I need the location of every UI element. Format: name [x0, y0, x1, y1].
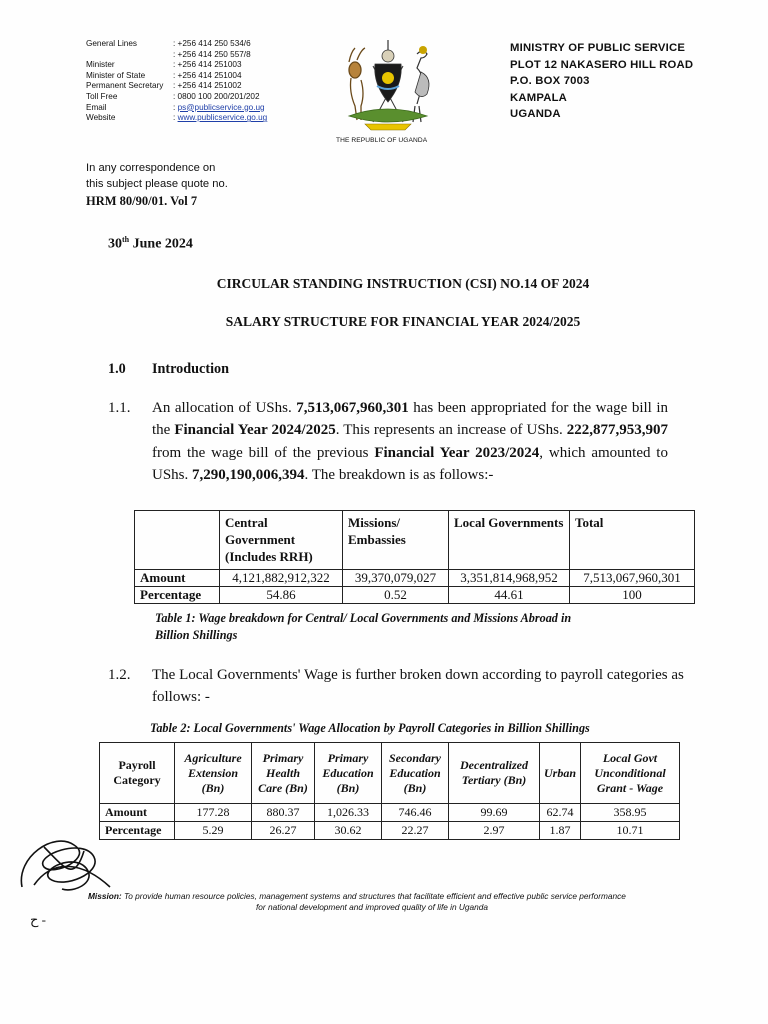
contact-label: Permanent Secretary	[86, 81, 164, 91]
table-header: Primary Education (Bn)	[315, 743, 382, 804]
signature-icon	[14, 827, 124, 897]
contact-value	[173, 113, 267, 124]
contact-row	[86, 92, 267, 103]
local-government-wage-table	[99, 742, 680, 840]
coat-of-arms-icon	[335, 36, 441, 136]
table-header: Payroll Category	[100, 743, 175, 804]
table-cell: 100	[570, 587, 695, 604]
contact-row	[86, 60, 267, 71]
table-cell: 1,026.33	[315, 804, 382, 822]
contact-value: : +256 414 250 557/8	[173, 49, 251, 59]
paragraph-1-1	[108, 397, 668, 486]
table-cell: 99.69	[449, 804, 540, 822]
row-label: Percentage	[100, 822, 175, 840]
contact-value: : +256 414 250 534/6	[173, 39, 251, 48]
mission-line: for national development and improved quality of life in Uganda	[256, 902, 488, 912]
mission-statement	[88, 891, 626, 913]
contact-row	[86, 50, 267, 61]
address-line: P.O. BOX 7003	[510, 75, 590, 88]
table-header-row	[100, 743, 680, 804]
caption-line: Billion Shillings	[155, 628, 238, 642]
table-cell: 358.95	[581, 804, 680, 822]
contact-row	[86, 113, 267, 124]
address-line: KAMPALA	[510, 91, 568, 104]
table-2-caption: Table 2: Local Governments' Wage Allocation by Payroll Categories in Billion Shillings	[150, 721, 590, 735]
paragraph-number: 1.2.	[108, 667, 131, 683]
paragraph-text: An allocation of UShs. 7,513,067,960,301 has been appropriated for the wage bill in the Financial Year 2024/2025. This represents an increase of UShs. 222,877,953,907 from the wage bill of the previous Financial Year 2023/2024, which amounted to UShs. 7,290,190,006,394. The breakdown is as follows:-	[152, 400, 669, 483]
table-cell: 39,370,079,027	[343, 570, 449, 587]
table-cell: 0.52	[343, 587, 449, 604]
mission-text: To provide human resource policies, management systems and structures that facilitate efficient and effective public service performance	[121, 891, 626, 901]
correspondence-note	[86, 160, 228, 192]
contact-value: : +256 414 251003	[173, 60, 242, 70]
table-1-caption	[155, 610, 571, 644]
reference-number: HRM 80/90/01. Vol 7	[86, 194, 198, 208]
website-link[interactable]: www.publicservice.go.ug	[177, 113, 268, 123]
section-title: Introduction	[152, 361, 229, 377]
section-number: 1.0	[108, 361, 126, 377]
date-month-year: June 2024	[129, 236, 193, 252]
email-link[interactable]: ps@publicservice.go.ug	[177, 102, 265, 112]
table-cell: 44.61	[449, 587, 570, 604]
table-cell: 30.62	[315, 822, 382, 840]
table-header: Local Govt Unconditional Grant - Wage	[581, 743, 680, 804]
contact-separator: :	[173, 113, 178, 123]
table-row	[100, 804, 680, 822]
address-line: MINISTRY OF PUBLIC SERVICE	[510, 42, 686, 54]
table-header-row	[135, 511, 695, 570]
paragraph-text: The Local Governments' Wage is further broken down according to payroll categories as follows: -	[152, 667, 684, 705]
contact-separator: :	[173, 102, 178, 112]
contact-label: Website	[86, 113, 116, 123]
table-header: Agriculture Extension (Bn)	[175, 743, 252, 804]
contact-value: : 0800 100 200/201/202	[173, 91, 260, 101]
table-header: Missions/ Embassies	[343, 511, 449, 570]
table-cell: 54.86	[220, 587, 343, 604]
table-row	[135, 570, 695, 587]
table-corner-cell	[135, 511, 220, 570]
table-header: Central Government (Includes RRH)	[220, 511, 343, 570]
correspondence-line: In any correspondence on	[86, 162, 216, 174]
contact-label	[86, 50, 173, 61]
contact-row	[86, 71, 267, 82]
table-cell: 2.97	[449, 822, 540, 840]
contact-row	[86, 39, 267, 50]
contact-value: : +256 414 251002	[173, 81, 242, 91]
circular-title: CIRCULAR STANDING INSTRUCTION (CSI) NO.14 OF 2024	[216, 276, 590, 291]
row-label: Amount	[135, 570, 220, 587]
contact-row	[86, 103, 267, 114]
table-header: Secondary Education (Bn)	[382, 743, 449, 804]
table-cell: 10.71	[581, 822, 680, 840]
table-cell: 62.74	[540, 804, 581, 822]
caption-line: Table 1: Wage breakdown for Central/ Local Governments and Missions Abroad in	[155, 611, 572, 625]
address-line: PLOT 12 NAKASERO HILL ROAD	[510, 58, 694, 71]
contact-value: : +256 414 251004	[173, 70, 242, 80]
contact-label: Minister	[86, 60, 115, 70]
table-header: Primary Health Care (Bn)	[252, 743, 315, 804]
contact-row	[86, 81, 267, 92]
mission-label: Mission:	[88, 891, 122, 901]
table-header: Total	[570, 511, 695, 570]
table-cell: 177.28	[175, 804, 252, 822]
handwritten-mark: ح -	[30, 912, 46, 927]
date-day: 30	[108, 236, 122, 252]
table-cell: 26.27	[252, 822, 315, 840]
coat-caption: THE REPUBLIC OF UGANDA	[336, 137, 428, 144]
table-header: Local Governments	[449, 511, 570, 570]
contact-label: Minister of State	[86, 70, 146, 80]
correspondence-line: this subject please quote no.	[86, 178, 228, 190]
date-suffix: th	[122, 235, 130, 244]
address-line: UGANDA	[510, 108, 561, 121]
table-cell: 880.37	[252, 804, 315, 822]
document-date	[108, 235, 193, 253]
table-cell: 22.27	[382, 822, 449, 840]
table-row	[100, 822, 680, 840]
table-cell: 746.46	[382, 804, 449, 822]
table-cell: 5.29	[175, 822, 252, 840]
section-heading	[108, 361, 229, 378]
table-cell: 7,513,067,960,301	[570, 570, 695, 587]
table-cell: 3,351,814,968,952	[449, 570, 570, 587]
table-header: Decentralized Tertiary (Bn)	[449, 743, 540, 804]
paragraph-1-2	[108, 664, 688, 708]
circular-subtitle: SALARY STRUCTURE FOR FINANCIAL YEAR 2024/2025	[225, 314, 581, 329]
contact-value	[173, 103, 265, 114]
contact-list	[86, 39, 267, 124]
row-label: Percentage	[135, 587, 220, 604]
table-cell: 4,121,882,912,322	[220, 570, 343, 587]
table-row	[135, 587, 695, 604]
contact-label: Toll Free	[86, 91, 118, 101]
table-header: Urban	[540, 743, 581, 804]
row-label: Amount	[100, 804, 175, 822]
wage-breakdown-table	[134, 510, 695, 604]
ministry-address	[510, 40, 693, 123]
mission-line	[88, 891, 626, 902]
contact-label: Email	[86, 102, 107, 112]
paragraph-number: 1.1.	[108, 400, 131, 416]
contact-label: General Lines	[86, 39, 137, 48]
table-cell: 1.87	[540, 822, 581, 840]
